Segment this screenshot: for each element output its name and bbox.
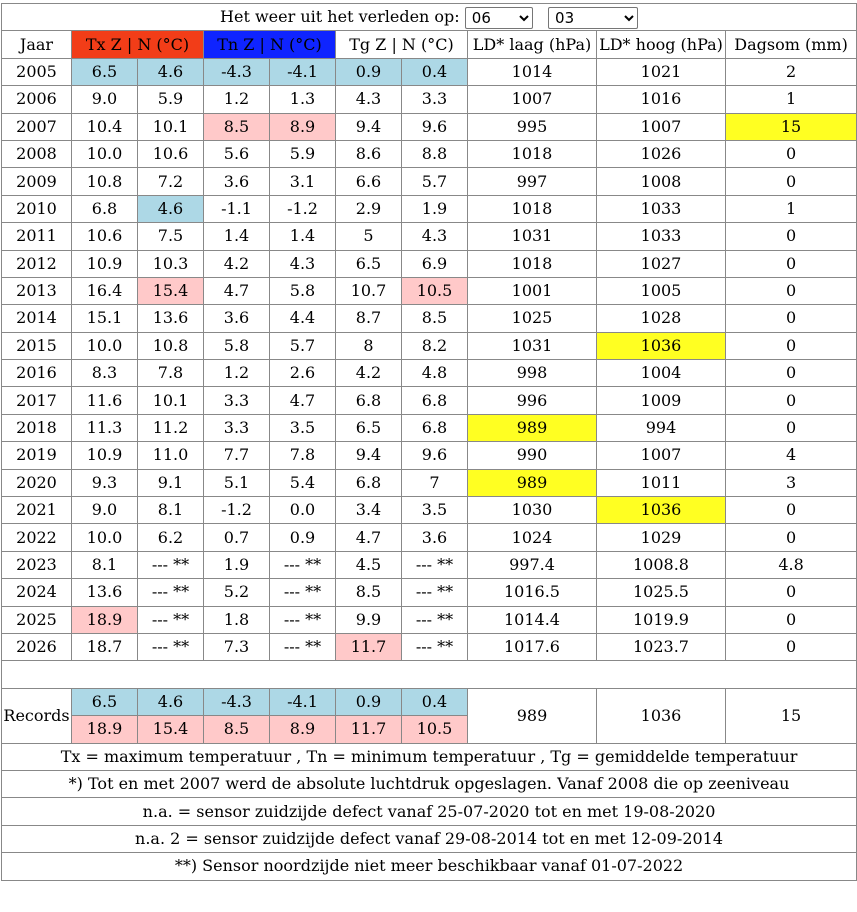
cell-tgn: 1.9 bbox=[402, 195, 468, 222]
cell-txz: 18.7 bbox=[72, 633, 138, 660]
cell-tnn: 3.5 bbox=[270, 414, 336, 441]
cell-ldl: 1030 bbox=[468, 497, 597, 524]
cell-tnz: 1.9 bbox=[204, 551, 270, 578]
cell-tnz: 7.3 bbox=[204, 633, 270, 660]
note-row bbox=[2, 853, 857, 880]
cell-tnn: 1.3 bbox=[270, 86, 336, 113]
cell-year: 2017 bbox=[2, 387, 72, 414]
cell-ldl: 998 bbox=[468, 360, 597, 387]
cell-ldl: 1014.4 bbox=[468, 606, 597, 633]
cell-year: 2006 bbox=[2, 86, 72, 113]
cell-tnn: 4.7 bbox=[270, 387, 336, 414]
cell-txn: 4.6 bbox=[138, 195, 204, 222]
cell-tgn: 6.8 bbox=[402, 387, 468, 414]
cell-ldl: 1016.5 bbox=[468, 579, 597, 606]
data-rows bbox=[2, 58, 857, 661]
note-legend: Tx = maximum temperatuur , Tn = minimum temperatuur , Tg = gemiddelde temperatuur bbox=[2, 743, 857, 770]
cell-tnz: 5.6 bbox=[204, 140, 270, 167]
cell-year: 2021 bbox=[2, 497, 72, 524]
cell-tgz: 4.2 bbox=[336, 360, 402, 387]
cell-rain: 0 bbox=[726, 332, 857, 359]
cell-tgz: 9.4 bbox=[336, 442, 402, 469]
record-high-tgn: 10.5 bbox=[402, 716, 468, 743]
table-row bbox=[2, 469, 857, 496]
cell-tnz: 1.2 bbox=[204, 86, 270, 113]
cell-tgn: 10.5 bbox=[402, 277, 468, 304]
cell-ldh: 1007 bbox=[597, 113, 726, 140]
cell-ldl: 1018 bbox=[468, 250, 597, 277]
cell-txn: --- ** bbox=[138, 633, 204, 660]
weather-history-page bbox=[1, 3, 856, 881]
col-ld-high-header: LD* hoog (hPa) bbox=[597, 31, 726, 58]
record-low-tnn: -4.1 bbox=[270, 688, 336, 715]
cell-ldl: 1031 bbox=[468, 223, 597, 250]
cell-tgz: 6.6 bbox=[336, 168, 402, 195]
cell-txn: 5.9 bbox=[138, 86, 204, 113]
cell-year: 2007 bbox=[2, 113, 72, 140]
cell-ldl: 1007 bbox=[468, 86, 597, 113]
table-row bbox=[2, 387, 857, 414]
cell-tgz: 10.7 bbox=[336, 277, 402, 304]
cell-txz: 10.0 bbox=[72, 332, 138, 359]
col-ld-low-header: LD* laag (hPa) bbox=[468, 31, 597, 58]
cell-txz: 9.0 bbox=[72, 497, 138, 524]
record-ld-high: 1036 bbox=[597, 688, 726, 743]
cell-year: 2025 bbox=[2, 606, 72, 633]
cell-tnn: 5.4 bbox=[270, 469, 336, 496]
cell-txz: 11.6 bbox=[72, 387, 138, 414]
cell-txz: 15.1 bbox=[72, 305, 138, 332]
cell-year: 2013 bbox=[2, 277, 72, 304]
table-row bbox=[2, 140, 857, 167]
cell-tgn: 3.6 bbox=[402, 524, 468, 551]
cell-rain: 15 bbox=[726, 113, 857, 140]
cell-ldh: 1033 bbox=[597, 195, 726, 222]
note-sensor-2020: n.a. = sensor zuidzijde defect vanaf 25-07-2020 tot en met 19-08-2020 bbox=[2, 798, 857, 825]
record-rain: 15 bbox=[726, 688, 857, 743]
record-high-tnn: 8.9 bbox=[270, 716, 336, 743]
cell-txz: 8.3 bbox=[72, 360, 138, 387]
cell-tgn: 9.6 bbox=[402, 442, 468, 469]
cell-ldh: 1009 bbox=[597, 387, 726, 414]
cell-tgn: 6.9 bbox=[402, 250, 468, 277]
cell-year: 2014 bbox=[2, 305, 72, 332]
cell-tnn: 1.4 bbox=[270, 223, 336, 250]
cell-txn: --- ** bbox=[138, 579, 204, 606]
cell-txn: 7.2 bbox=[138, 168, 204, 195]
cell-ldh: 1007 bbox=[597, 442, 726, 469]
cell-tgz: 2.9 bbox=[336, 195, 402, 222]
note-row bbox=[2, 825, 857, 852]
cell-txn: 11.2 bbox=[138, 414, 204, 441]
cell-txn: 11.0 bbox=[138, 442, 204, 469]
cell-ldh: 1016 bbox=[597, 86, 726, 113]
column-header-row bbox=[2, 31, 857, 58]
record-high-txn: 15.4 bbox=[138, 716, 204, 743]
cell-txz: 8.1 bbox=[72, 551, 138, 578]
cell-tgz: 4.3 bbox=[336, 86, 402, 113]
cell-tnz: 3.6 bbox=[204, 168, 270, 195]
table-row bbox=[2, 579, 857, 606]
cell-ldh: 1036 bbox=[597, 497, 726, 524]
cell-rain: 4.8 bbox=[726, 551, 857, 578]
cell-tnn: --- ** bbox=[270, 633, 336, 660]
cell-tnz: 1.4 bbox=[204, 223, 270, 250]
cell-tnz: -4.3 bbox=[204, 58, 270, 85]
cell-year: 2005 bbox=[2, 58, 72, 85]
spacer-cell bbox=[2, 661, 857, 688]
page-title: Het weer uit het verleden op: bbox=[220, 7, 460, 27]
cell-tgz: 4.5 bbox=[336, 551, 402, 578]
cell-ldl: 995 bbox=[468, 113, 597, 140]
cell-ldh: 1019.9 bbox=[597, 606, 726, 633]
cell-rain: 0 bbox=[726, 223, 857, 250]
cell-txz: 16.4 bbox=[72, 277, 138, 304]
record-low-txn: 4.6 bbox=[138, 688, 204, 715]
cell-tgz: 3.4 bbox=[336, 497, 402, 524]
table-row bbox=[2, 277, 857, 304]
cell-txn: 15.4 bbox=[138, 277, 204, 304]
col-rain-header: Dagsom (mm) bbox=[726, 31, 857, 58]
cell-tgz: 6.5 bbox=[336, 414, 402, 441]
cell-rain: 0 bbox=[726, 277, 857, 304]
cell-tnz: 8.5 bbox=[204, 113, 270, 140]
cell-year: 2019 bbox=[2, 442, 72, 469]
cell-ldl: 997.4 bbox=[468, 551, 597, 578]
cell-tgz: 8.5 bbox=[336, 579, 402, 606]
cell-rain: 0 bbox=[726, 414, 857, 441]
cell-tgz: 6.5 bbox=[336, 250, 402, 277]
cell-txn: 9.1 bbox=[138, 469, 204, 496]
cell-rain: 0 bbox=[726, 524, 857, 551]
note-row bbox=[2, 798, 857, 825]
cell-txz: 6.5 bbox=[72, 58, 138, 85]
cell-txz: 9.0 bbox=[72, 86, 138, 113]
col-year-header: Jaar bbox=[2, 31, 72, 58]
cell-ldl: 1031 bbox=[468, 332, 597, 359]
cell-tgn: 0.4 bbox=[402, 58, 468, 85]
cell-rain: 0 bbox=[726, 606, 857, 633]
table-row bbox=[2, 305, 857, 332]
cell-txz: 18.9 bbox=[72, 606, 138, 633]
cell-rain: 1 bbox=[726, 86, 857, 113]
cell-txn: 10.3 bbox=[138, 250, 204, 277]
cell-ldl: 989 bbox=[468, 469, 597, 496]
cell-ldl: 990 bbox=[468, 442, 597, 469]
cell-tgz: 11.7 bbox=[336, 633, 402, 660]
cell-txz: 10.8 bbox=[72, 168, 138, 195]
cell-ldh: 1008 bbox=[597, 168, 726, 195]
note-sensor-north: **) Sensor noordzijde niet meer beschikbaar vanaf 01-07-2022 bbox=[2, 853, 857, 880]
record-low-tnz: -4.3 bbox=[204, 688, 270, 715]
cell-tnz: 4.2 bbox=[204, 250, 270, 277]
record-high-tgz: 11.7 bbox=[336, 716, 402, 743]
cell-tnn: 0.9 bbox=[270, 524, 336, 551]
cell-rain: 2 bbox=[726, 58, 857, 85]
cell-ldl: 1018 bbox=[468, 195, 597, 222]
cell-tnz: 1.2 bbox=[204, 360, 270, 387]
cell-ldl: 1018 bbox=[468, 140, 597, 167]
cell-tnz: 5.1 bbox=[204, 469, 270, 496]
cell-tnn: -4.1 bbox=[270, 58, 336, 85]
cell-ldl: 1001 bbox=[468, 277, 597, 304]
cell-tnz: -1.1 bbox=[204, 195, 270, 222]
record-high-txz: 18.9 bbox=[72, 716, 138, 743]
cell-year: 2008 bbox=[2, 140, 72, 167]
cell-tgn: 3.3 bbox=[402, 86, 468, 113]
cell-tgn: 4.3 bbox=[402, 223, 468, 250]
cell-tgn: --- ** bbox=[402, 579, 468, 606]
cell-txn: 13.6 bbox=[138, 305, 204, 332]
cell-tnn: 5.9 bbox=[270, 140, 336, 167]
cell-rain: 0 bbox=[726, 305, 857, 332]
cell-rain: 3 bbox=[726, 469, 857, 496]
cell-tgz: 8 bbox=[336, 332, 402, 359]
cell-txn: 6.2 bbox=[138, 524, 204, 551]
cell-rain: 0 bbox=[726, 250, 857, 277]
cell-ldh: 1036 bbox=[597, 332, 726, 359]
table-row bbox=[2, 113, 857, 140]
cell-tnz: 4.7 bbox=[204, 277, 270, 304]
cell-tnz: 5.2 bbox=[204, 579, 270, 606]
cell-tnn: 0.0 bbox=[270, 497, 336, 524]
cell-tnz: 5.8 bbox=[204, 332, 270, 359]
cell-txn: 10.6 bbox=[138, 140, 204, 167]
cell-txn: 8.1 bbox=[138, 497, 204, 524]
cell-tnn: 4.4 bbox=[270, 305, 336, 332]
cell-tgn: --- ** bbox=[402, 551, 468, 578]
table-row bbox=[2, 195, 857, 222]
cell-txz: 10.9 bbox=[72, 442, 138, 469]
cell-tnz: 7.7 bbox=[204, 442, 270, 469]
table-row bbox=[2, 633, 857, 660]
cell-tgz: 6.8 bbox=[336, 387, 402, 414]
cell-tgn: 3.5 bbox=[402, 497, 468, 524]
cell-rain: 1 bbox=[726, 195, 857, 222]
cell-ldh: 1029 bbox=[597, 524, 726, 551]
cell-tgz: 0.9 bbox=[336, 58, 402, 85]
cell-txz: 10.0 bbox=[72, 140, 138, 167]
cell-txz: 11.3 bbox=[72, 414, 138, 441]
cell-rain: 0 bbox=[726, 140, 857, 167]
cell-tnn: --- ** bbox=[270, 579, 336, 606]
cell-ldl: 989 bbox=[468, 414, 597, 441]
cell-ldl: 1017.6 bbox=[468, 633, 597, 660]
cell-year: 2011 bbox=[2, 223, 72, 250]
cell-tgz: 8.7 bbox=[336, 305, 402, 332]
cell-tgn: 9.6 bbox=[402, 113, 468, 140]
cell-tgn: 6.8 bbox=[402, 414, 468, 441]
table-row bbox=[2, 442, 857, 469]
table-row bbox=[2, 168, 857, 195]
cell-tgn: 8.5 bbox=[402, 305, 468, 332]
record-high-tnz: 8.5 bbox=[204, 716, 270, 743]
cell-tgz: 6.8 bbox=[336, 469, 402, 496]
cell-year: 2024 bbox=[2, 579, 72, 606]
cell-year: 2020 bbox=[2, 469, 72, 496]
note-row bbox=[2, 743, 857, 770]
table-row bbox=[2, 497, 857, 524]
cell-txn: 7.8 bbox=[138, 360, 204, 387]
cell-ldh: 1008.8 bbox=[597, 551, 726, 578]
cell-tnn: 4.3 bbox=[270, 250, 336, 277]
cell-tnz: 3.3 bbox=[204, 414, 270, 441]
cell-tnn: -1.2 bbox=[270, 195, 336, 222]
table-row bbox=[2, 360, 857, 387]
cell-txn: --- ** bbox=[138, 551, 204, 578]
cell-tgn: --- ** bbox=[402, 606, 468, 633]
cell-tgz: 4.7 bbox=[336, 524, 402, 551]
cell-tgn: --- ** bbox=[402, 633, 468, 660]
cell-year: 2023 bbox=[2, 551, 72, 578]
cell-tnz: 3.6 bbox=[204, 305, 270, 332]
month-select[interactable] bbox=[465, 7, 533, 29]
cell-year: 2010 bbox=[2, 195, 72, 222]
cell-rain: 0 bbox=[726, 497, 857, 524]
cell-tnn: 2.6 bbox=[270, 360, 336, 387]
cell-tnn: --- ** bbox=[270, 551, 336, 578]
cell-txz: 10.6 bbox=[72, 223, 138, 250]
cell-txn: 4.6 bbox=[138, 58, 204, 85]
cell-tgn: 8.2 bbox=[402, 332, 468, 359]
cell-tgn: 8.8 bbox=[402, 140, 468, 167]
cell-ldh: 1004 bbox=[597, 360, 726, 387]
cell-txn: 10.1 bbox=[138, 113, 204, 140]
cell-ldh: 1011 bbox=[597, 469, 726, 496]
table-row bbox=[2, 551, 857, 578]
cell-ldh: 1026 bbox=[597, 140, 726, 167]
cell-ldl: 996 bbox=[468, 387, 597, 414]
records-label: Records bbox=[2, 688, 72, 743]
col-tx-header: Tx Z | N (°C) bbox=[72, 31, 204, 58]
records-low-row bbox=[2, 688, 857, 715]
cell-tnn: 8.9 bbox=[270, 113, 336, 140]
cell-txz: 10.4 bbox=[72, 113, 138, 140]
cell-ldh: 1027 bbox=[597, 250, 726, 277]
cell-year: 2026 bbox=[2, 633, 72, 660]
cell-tnn: 7.8 bbox=[270, 442, 336, 469]
cell-txn: 10.1 bbox=[138, 387, 204, 414]
cell-tgz: 9.4 bbox=[336, 113, 402, 140]
cell-year: 2016 bbox=[2, 360, 72, 387]
cell-txz: 6.8 bbox=[72, 195, 138, 222]
cell-ldh: 994 bbox=[597, 414, 726, 441]
table-row bbox=[2, 414, 857, 441]
cell-rain: 0 bbox=[726, 579, 857, 606]
cell-ldl: 1024 bbox=[468, 524, 597, 551]
cell-tnn: 5.7 bbox=[270, 332, 336, 359]
table-row bbox=[2, 524, 857, 551]
cell-txz: 10.9 bbox=[72, 250, 138, 277]
cell-tgn: 4.8 bbox=[402, 360, 468, 387]
record-low-tgz: 0.9 bbox=[336, 688, 402, 715]
cell-tnn: --- ** bbox=[270, 606, 336, 633]
cell-tnn: 5.8 bbox=[270, 277, 336, 304]
cell-ldl: 1025 bbox=[468, 305, 597, 332]
cell-rain: 0 bbox=[726, 387, 857, 414]
cell-txn: 7.5 bbox=[138, 223, 204, 250]
cell-year: 2018 bbox=[2, 414, 72, 441]
cell-txn: 10.8 bbox=[138, 332, 204, 359]
cell-year: 2022 bbox=[2, 524, 72, 551]
cell-ldh: 1025.5 bbox=[597, 579, 726, 606]
cell-rain: 0 bbox=[726, 633, 857, 660]
cell-rain: 0 bbox=[726, 360, 857, 387]
cell-tgz: 5 bbox=[336, 223, 402, 250]
cell-tgz: 8.6 bbox=[336, 140, 402, 167]
table-row bbox=[2, 250, 857, 277]
cell-year: 2012 bbox=[2, 250, 72, 277]
cell-tgn: 5.7 bbox=[402, 168, 468, 195]
cell-rain: 0 bbox=[726, 168, 857, 195]
cell-ldh: 1023.7 bbox=[597, 633, 726, 660]
table-row bbox=[2, 332, 857, 359]
cell-tnz: 0.7 bbox=[204, 524, 270, 551]
cell-tgn: 7 bbox=[402, 469, 468, 496]
cell-tnz: 1.8 bbox=[204, 606, 270, 633]
day-select[interactable] bbox=[548, 7, 638, 29]
table-row bbox=[2, 58, 857, 85]
table-row bbox=[2, 606, 857, 633]
spacer-row bbox=[2, 661, 857, 688]
cell-ldl: 997 bbox=[468, 168, 597, 195]
record-low-tgn: 0.4 bbox=[402, 688, 468, 715]
cell-txz: 13.6 bbox=[72, 579, 138, 606]
cell-txz: 10.0 bbox=[72, 524, 138, 551]
col-tg-header: Tg Z | N (°C) bbox=[336, 31, 468, 58]
cell-year: 2015 bbox=[2, 332, 72, 359]
cell-rain: 4 bbox=[726, 442, 857, 469]
cell-ldl: 1014 bbox=[468, 58, 597, 85]
note-row bbox=[2, 770, 857, 797]
note-pressure: *) Tot en met 2007 werd de absolute luchtdruk opgeslagen. Vanaf 2008 die op zeeniveau bbox=[2, 770, 857, 797]
cell-tnz: 3.3 bbox=[204, 387, 270, 414]
table-row bbox=[2, 223, 857, 250]
weather-table bbox=[1, 3, 857, 881]
date-selector-cell bbox=[2, 4, 857, 31]
cell-ldh: 1028 bbox=[597, 305, 726, 332]
cell-tgz: 9.9 bbox=[336, 606, 402, 633]
cell-year: 2009 bbox=[2, 168, 72, 195]
cell-tnz: -1.2 bbox=[204, 497, 270, 524]
cell-ldh: 1033 bbox=[597, 223, 726, 250]
cell-tnn: 3.1 bbox=[270, 168, 336, 195]
note-sensor-2014: n.a. 2 = sensor zuidzijde defect vanaf 29-08-2014 tot en met 12-09-2014 bbox=[2, 825, 857, 852]
col-tn-header: Tn Z | N (°C) bbox=[204, 31, 336, 58]
cell-txz: 9.3 bbox=[72, 469, 138, 496]
record-ld-low: 989 bbox=[468, 688, 597, 743]
record-low-txz: 6.5 bbox=[72, 688, 138, 715]
cell-txn: --- ** bbox=[138, 606, 204, 633]
cell-ldh: 1005 bbox=[597, 277, 726, 304]
table-row bbox=[2, 86, 857, 113]
cell-ldh: 1021 bbox=[597, 58, 726, 85]
date-selector-row bbox=[2, 4, 857, 31]
